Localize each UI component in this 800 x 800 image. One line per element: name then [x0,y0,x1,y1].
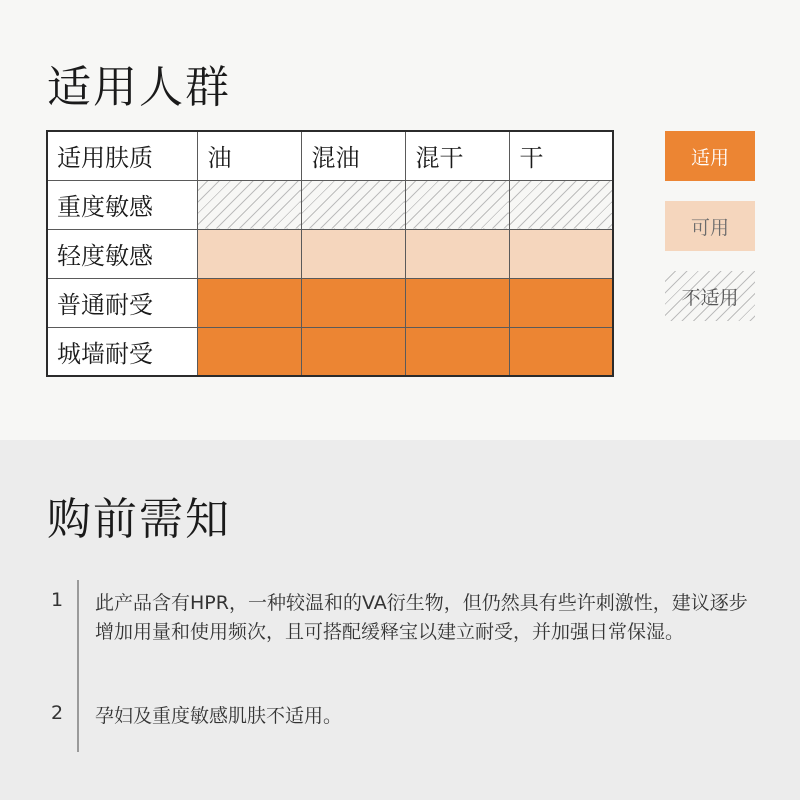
row-label: 轻度敏感 [47,229,197,278]
column-header: 油 [197,131,301,180]
vertical-divider [77,580,79,752]
table-row [47,278,613,327]
notice-text: 此产品含有HPR，一种较温和的VA衍生物，但仍然具有些许刺激性，建议逐步增加用量和使用频次，且可搭配缓释宝以建立耐受，并加强日常保湿。 [95,592,748,643]
cell-suitable [301,327,405,376]
row-label: 城墙耐受 [47,327,197,376]
legend-suitable: 适用 [665,131,755,181]
notice-number: 1 [51,589,64,611]
cell-unsuitable [509,180,613,229]
cell-suitable [509,327,613,376]
row-label: 重度敏感 [47,180,197,229]
legend-unsuitable: 不适用 [665,271,755,321]
cell-unsuitable [197,180,301,229]
column-header: 混油 [301,131,405,180]
column-header: 混干 [405,131,509,180]
cell-suitable [301,278,405,327]
cell-suitable [197,278,301,327]
cell-usable [509,229,613,278]
suitability-title: 适用人群 [47,62,231,113]
notice-number: 2 [51,702,64,724]
table-row [47,327,613,376]
cell-usable [197,229,301,278]
cell-suitable [405,278,509,327]
cell-suitable [405,327,509,376]
cell-usable [301,229,405,278]
row-label: 普通耐受 [47,278,197,327]
table-row [47,180,613,229]
table-header-row [47,131,613,180]
cell-suitable [509,278,613,327]
notice-title: 购前需知 [47,494,231,545]
header-label: 适用肤质 [47,131,197,180]
cell-unsuitable [405,180,509,229]
legend-usable: 可用 [665,201,755,251]
skin-type-table [46,130,614,377]
cell-usable [405,229,509,278]
table-row [47,229,613,278]
cell-suitable [197,327,301,376]
cell-unsuitable [301,180,405,229]
column-header: 干 [509,131,613,180]
notice-text: 孕妇及重度敏感肌肤不适用。 [95,705,343,727]
